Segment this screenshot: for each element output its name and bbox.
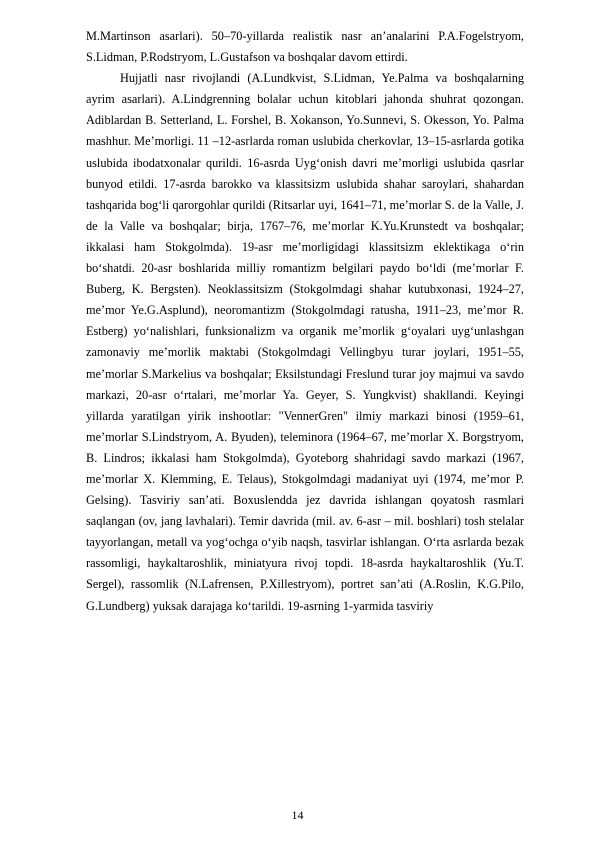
- page-number: 14: [291, 808, 304, 822]
- document-page: [86, 26, 524, 617]
- paragraph-continuation: M.Martinson asarlari). 50–70-yillarda realistik nasr an’analarini P.A.Fogelstryom, S.Lidman, P.Rodstryom, L.Gustafson va boshqalar davom ettirdi.: [86, 29, 524, 65]
- paragraph-main: Hujjatli nasr rivojlandi (A.Lundkvist, S.Lidman, Ye.Palma va boshqalarning ayrim asarlari). A.Lindgrenning bolalar uchun kitoblari jahonda shuhrat qozongan. Adiblardan B. Setterland, L. Forshel, B. Xokanson, Yo.Sunnevi, S. Okesson, Yo. Palma mashhur. Me’morligi. 11 –12-asrlarda roman uslubida cherkovlar, 13–15-asrlarda gotika uslubida ibodatxonalar qurildi. 16-asrda Uyg‘onish davri me’morligi uslubida qasrlar bunyod etildi. 17-asrda barokko va klassitsizm uslubida shahar saroylari, shahardan tashqarida bog‘li qarorgohlar qurildi (Ritsarlar uyi, 1641–71, me’morlar S. de la Valle, J. de la Valle va boshqalar; birja, 1767–76, me’morlar K.Yu.Krunstedt va boshqalar; ikkalasi ham Stokgolmda). 19-asr me’morligidagi klassitsizm eklektikaga o‘rin bo‘shatdi. 20-asr boshlarida milliy romantizm belgilari paydo bo‘ldi (me’morlar F. Buberg, K. Bergsten). Neoklassitsizm (Stokgolmdagi shahar kutubxonasi, 1924–27, me’mor Ye.G.Asplund), neoromantizm (Stokgolmdagi ratusha, 1911–23, me’mor R. Estberg) yo‘nalishlari, funksionalizm va organik me’morlik g‘oyalari uyg‘unlashgan zamonaviy me’morlik maktabi (Stokgolmdagi Vellingbyu turar joylari, 1951–55, me’morlar S.Markelius va boshqalar; Eksilstundagi Freslund turar joy majmui va savdo markazi, 20-asr o‘rtalari, me’morlar Ya. Geyer, S. Yungkvist) shakllandi. Keyingi yillarda yaratilgan yirik inshootlar: "VennerGren" ilmiy markazi binosi (1959–61, me’morlar S.Lindstryom, A. Byuden), teleminora (1964–67, me’morlar X. Borgstryom, B. Lindros; ikkalasi ham Stokgolmda), Gyoteborg shahridagi savdo markazi (1967, me’morlar X. Klemming, E. Telaus), Stokgolmdagi madaniyat uyi (1974, me’mor P. Gelsing). Tasviriy san’ati. Boxuslendda jez davrida ishlangan qoyatosh rasmlari saqlangan (ov, jang lavhalari). Temir davrida (mil. av. 6-asr – mil. boshlari) tosh stelalar tayyorlangan, metall va yog‘ochga o‘yib naqsh, tasvirlar ishlangan. O‘rta asrlarda bezak rassomligi, haykaltaroshlik, miniatyura rivoj topdi. 18-asrda haykaltaroshlik (Yu.T. Sergel), rassomlik (N.Lafrensen, P.Xillestryom), portret san’ati (A.Roslin, K.G.Pilo, G.Lundberg) yuksak darajaga ko‘tarildi. 19-asrning 1-yarmida tasviriy: [86, 71, 524, 613]
